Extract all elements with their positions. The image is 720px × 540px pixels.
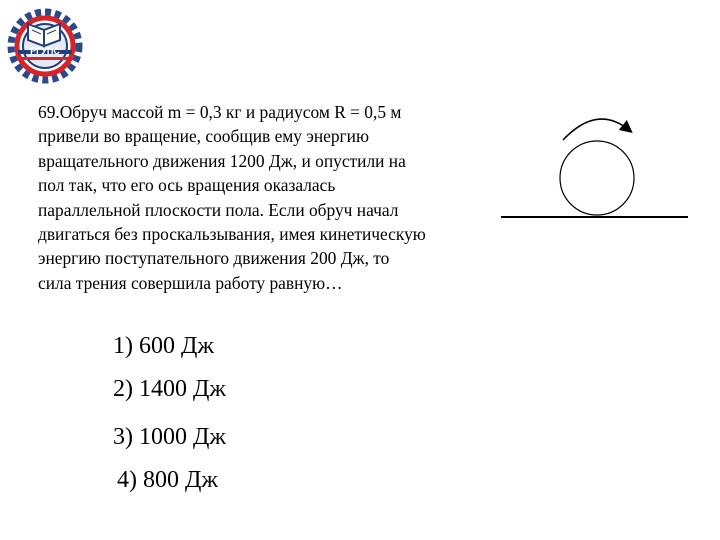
problem-line: сила трения совершила работу равную… <box>38 272 343 293</box>
answer-option-1[interactable]: 1) 600 Дж <box>113 333 214 359</box>
logo-text: РГУПС <box>30 46 60 56</box>
university-logo <box>4 2 86 84</box>
answer-option-4[interactable]: 4) 800 Дж <box>117 467 218 493</box>
answer-option-2[interactable]: 2) 1400 Дж <box>113 376 226 402</box>
hoop-circle <box>560 141 634 215</box>
problem-line: привели во вращение, сообщив ему энергию <box>38 126 369 147</box>
problem-line: пол так, что его ось вращения оказалась <box>38 175 336 196</box>
problem-statement <box>38 100 498 295</box>
problem-line: параллельной плоскости пола. Если обруч начал <box>38 199 399 220</box>
problem-line: 69.Обруч массой m = 0,3 кг и радиусом R = 0,5 м <box>38 102 402 122</box>
hoop-figure <box>495 108 695 228</box>
rotation-arrow-icon <box>563 119 629 140</box>
answer-option-3[interactable]: 3) 1000 Дж <box>113 424 226 450</box>
problem-line: вращательного движения 1200 Дж, и опустили на <box>38 150 406 171</box>
problem-line: энергию поступательного движения 200 Дж, то <box>38 248 390 269</box>
problem-line: двигаться без проскальзывания, имея кинетическую <box>38 224 426 245</box>
